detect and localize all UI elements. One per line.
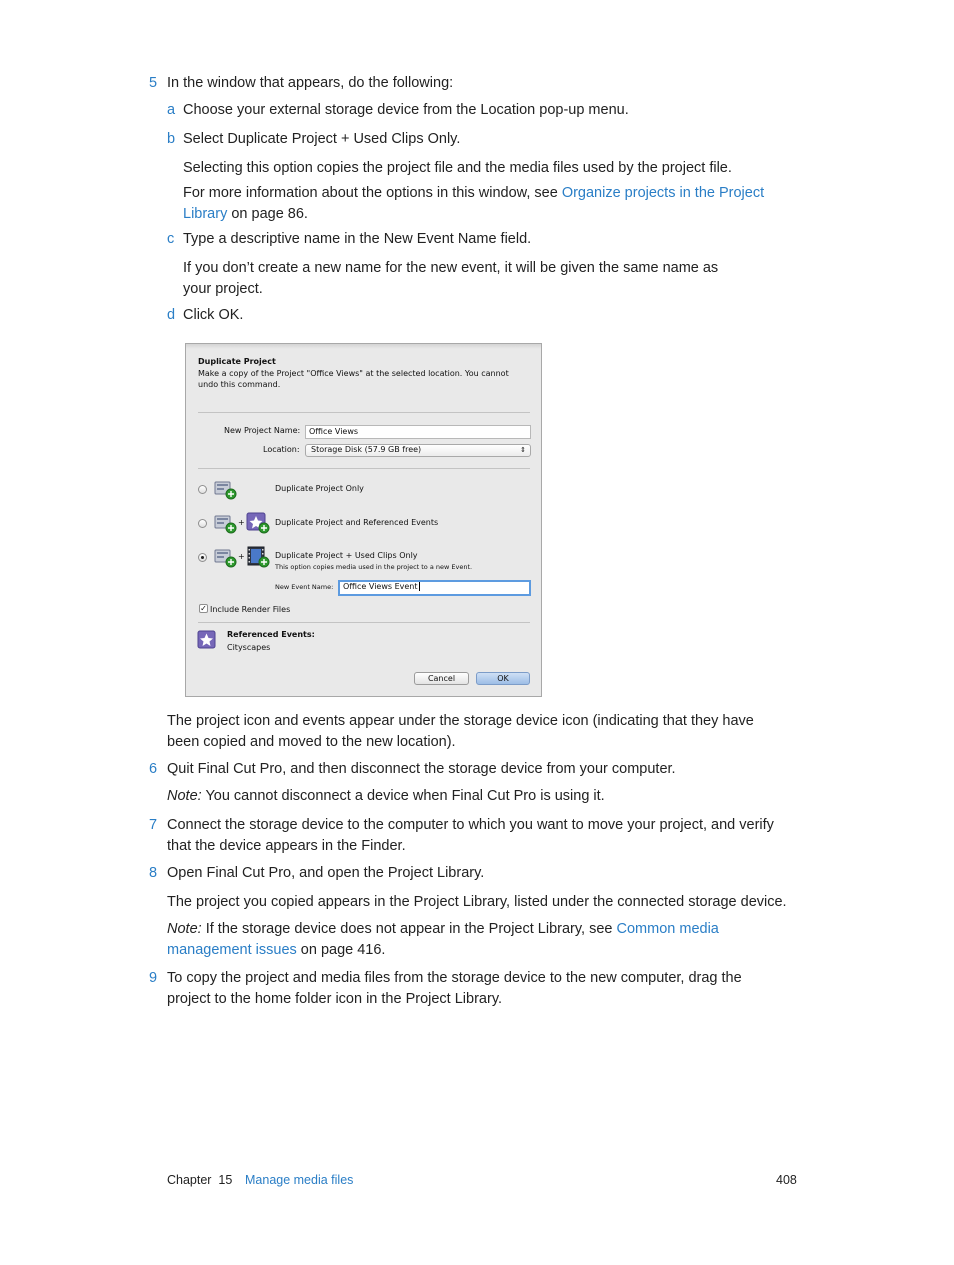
substep-b-more-info-line2: [183, 204, 308, 225]
page-number: 408: [776, 1173, 797, 1187]
dialog-description-line2: undo this command.: [198, 380, 281, 389]
dialog-title: Duplicate Project: [198, 357, 276, 366]
substep-b-label: b: [167, 131, 176, 147]
step-5-number: 5: [149, 75, 158, 91]
substep-d-label: d: [167, 307, 176, 323]
substep-b-text: Select Duplicate Project + Used Clips Only.: [183, 131, 461, 147]
event-name-value: Office Views Event: [343, 582, 418, 591]
substep-c-paragraph-line1: If you don’t create a new name for the new event, it will be given the same name as: [183, 260, 719, 276]
option-used-clips-label: Duplicate Project + Used Clips Only: [275, 551, 418, 560]
project-icon: [214, 514, 238, 534]
page-ref-416: on page 416.: [296, 942, 386, 958]
step-7-line2: that the device appears in the Finder.: [167, 838, 406, 854]
substep-c-label: c: [167, 231, 175, 247]
page-ref-86: on page 86.: [227, 206, 308, 222]
note-text: You cannot disconnect a device when Final Cut Pro is using it.: [201, 788, 605, 804]
organize-projects-link-cont[interactable]: Library: [183, 206, 228, 222]
note-label: Note:: [167, 921, 202, 937]
step-8-note: [167, 919, 719, 940]
step-9-number: 9: [149, 970, 158, 986]
location-label: Location:: [263, 445, 300, 454]
option-used-clips-radio[interactable]: [198, 553, 207, 562]
step-6-number: 6: [149, 761, 158, 777]
substep-c-text: Type a descriptive name in the New Event Name field.: [183, 231, 532, 247]
substep-c-paragraph-line2: your project.: [183, 281, 263, 297]
step-9-line1: To copy the project and media files from the storage device to the new computer, drag the: [167, 970, 742, 986]
common-media-issues-link[interactable]: Common media: [616, 921, 719, 937]
render-files-label: Include Render Files: [210, 605, 291, 614]
common-media-issues-link-cont[interactable]: management issues: [167, 942, 297, 958]
dialog-divider-2: [198, 468, 530, 469]
footer-chapter-link[interactable]: Manage media files: [245, 1173, 354, 1187]
dialog-divider: [198, 412, 530, 413]
event-name-label: New Event Name:: [275, 583, 334, 591]
step-7-line1: Connect the storage device to the computer to which you want to move your project, and verify: [167, 817, 774, 833]
substep-b-paragraph: Selecting this option copies the project file and the media files used by the project file.: [183, 160, 732, 176]
substep-a-text: Choose your external storage device from the Location pop-up menu.: [183, 102, 629, 118]
location-popup[interactable]: [305, 444, 531, 457]
step-7-number: 7: [149, 817, 158, 833]
step-6-text: Quit Final Cut Pro, and then disconnect the storage device from your computer.: [167, 761, 676, 777]
dialog-description-line1: Make a copy of the Project "Office Views" at the selected location. You cannot: [198, 369, 509, 378]
project-name-field[interactable]: Office Views: [305, 425, 531, 439]
substep-a-label: a: [167, 102, 176, 118]
organize-projects-link[interactable]: Organize projects in the Project: [561, 185, 765, 201]
note-text: If the storage device does not appear in the Project Library, see: [201, 921, 617, 937]
film-clip-icon: [246, 546, 270, 568]
dialog-top-edge: [186, 344, 541, 349]
event-star-icon: [246, 512, 270, 534]
option-referenced-events-label: Duplicate Project and Referenced Events: [275, 518, 439, 527]
step-8-note-line2: [167, 940, 385, 961]
option-project-only-label: Duplicate Project Only: [275, 484, 364, 493]
substep-b-more-info: [183, 183, 764, 204]
project-icon: [214, 480, 238, 500]
project-icon: [214, 548, 238, 568]
duplicate-project-dialog: [185, 343, 542, 697]
option-project-only-radio[interactable]: [198, 485, 207, 494]
project-name-label: New Project Name:: [224, 426, 301, 435]
popup-arrows-icon: ⇕: [520, 446, 526, 454]
render-files-checkbox[interactable]: ✓: [200, 604, 207, 613]
more-info-text: For more information about the options in this window, see: [183, 185, 562, 201]
event-star-icon: [197, 630, 217, 650]
step-9-line2: project to the home folder icon in the Project Library.: [167, 991, 503, 1007]
step-6-note: [167, 786, 605, 807]
step-8-text: Open Final Cut Pro, and open the Project Library.: [167, 865, 485, 881]
text-cursor: [419, 582, 420, 591]
after-dialog-line1: The project icon and events appear under the storage device icon (indicating that they have: [167, 713, 754, 729]
option-used-clips-description: This option copies media used in the project to a new Event.: [275, 563, 473, 571]
location-popup-value: Storage Disk (57.9 GB free): [311, 445, 422, 454]
footer-chapter: Chapter 15: [167, 1173, 233, 1187]
after-dialog-line2: been copied and moved to the new location).: [167, 734, 456, 750]
note-label: Note:: [167, 788, 202, 804]
step-8-number: 8: [149, 865, 158, 881]
plus-sign: +: [238, 518, 245, 527]
dialog-divider-3: [198, 622, 530, 623]
substep-d-text: Click OK.: [183, 307, 244, 323]
option-referenced-events-radio[interactable]: [198, 519, 207, 528]
referenced-events-value: Cityscapes: [227, 643, 271, 652]
ok-button[interactable]: OK: [476, 672, 530, 685]
step-8-paragraph: The project you copied appears in the Project Library, listed under the connected storage device.: [167, 894, 787, 910]
referenced-events-label: Referenced Events:: [227, 630, 315, 639]
cancel-button[interactable]: Cancel: [414, 672, 469, 685]
plus-sign: +: [238, 552, 245, 561]
event-name-field[interactable]: [338, 580, 531, 596]
step-5-text: In the window that appears, do the following:: [167, 75, 454, 91]
